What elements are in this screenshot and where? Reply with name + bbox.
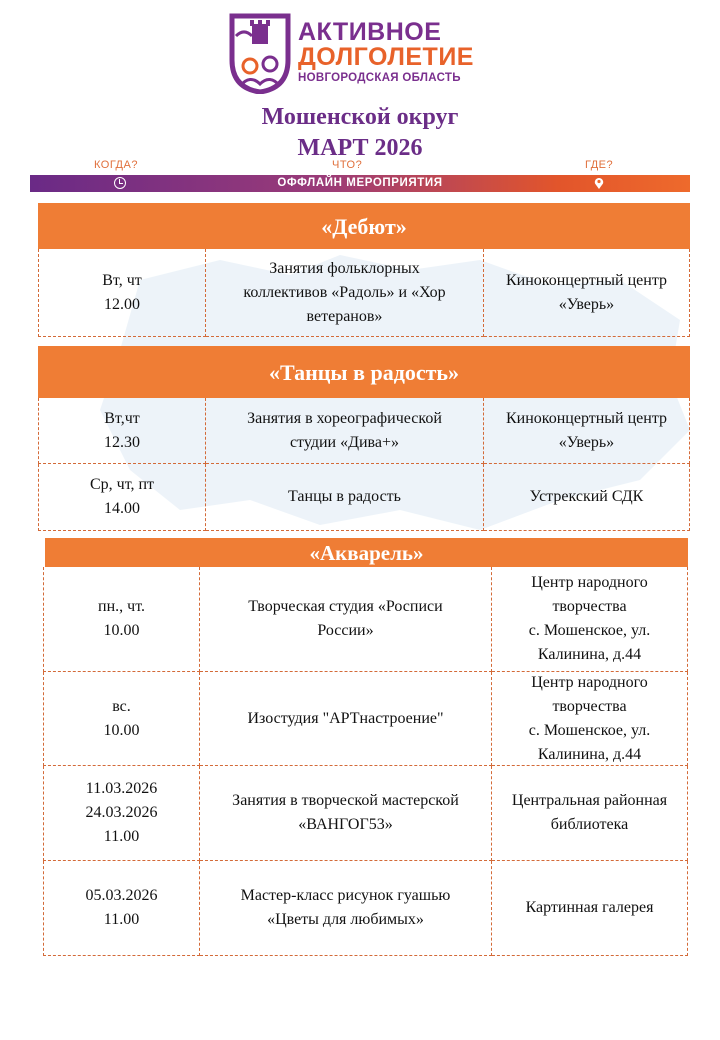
when-cell: Вт, чт 12.00 bbox=[38, 249, 206, 337]
table-row bbox=[43, 672, 688, 766]
what-cell: Занятия фольклорных коллективов «Радоль» и «Хор ветеранов» bbox=[206, 249, 484, 337]
section-header-watercolor: «Акварель» bbox=[45, 538, 688, 567]
when-cell: 11.03.2026 24.03.2026 11.00 bbox=[43, 766, 200, 861]
what-label: ЧТО? bbox=[332, 159, 363, 171]
page-subtitle: МАРТ 2026 bbox=[297, 135, 423, 161]
table-row bbox=[43, 861, 688, 956]
when-cell: пн., чт. 10.00 bbox=[43, 567, 200, 672]
when-label: КОГДА? bbox=[94, 159, 138, 171]
column-questions bbox=[30, 159, 690, 173]
table-row bbox=[38, 249, 690, 337]
where-cell: Центральная районная библиотека bbox=[492, 766, 688, 861]
where-cell: Киноконцертный центр «Уверь» bbox=[484, 398, 690, 464]
when-cell: Вт,чт 12.30 bbox=[38, 398, 206, 464]
logo-line-2: ДОЛГОЛЕТИЕ bbox=[298, 43, 474, 71]
logo-line-1: АКТИВНОЕ bbox=[298, 18, 442, 46]
table-row bbox=[38, 398, 690, 464]
section-header-dances: «Танцы в радость» bbox=[38, 346, 690, 398]
what-cell: Творческая студия «Росписи России» bbox=[200, 567, 492, 672]
where-cell: Устрекский СДК bbox=[484, 464, 690, 531]
offline-events-band bbox=[30, 175, 690, 192]
when-cell: Ср, чт, пт 14.00 bbox=[38, 464, 206, 531]
location-pin-icon bbox=[593, 177, 605, 190]
what-cell: Занятия в творческой мастерской «ВАНГОГ53» bbox=[200, 766, 492, 861]
page-title: Мошенской округ bbox=[261, 104, 459, 130]
where-cell: Картинная галерея bbox=[492, 861, 688, 956]
logo bbox=[228, 10, 508, 96]
table-row bbox=[38, 464, 690, 531]
logo-line-3: НОВГОРОДСКАЯ ОБЛАСТЬ bbox=[298, 72, 461, 84]
when-cell: 05.03.2026 11.00 bbox=[43, 861, 200, 956]
logo-emblem-icon bbox=[228, 10, 292, 94]
table-row bbox=[43, 567, 688, 672]
what-cell: Мастер-класс рисунок гуашью «Цветы для любимых» bbox=[200, 861, 492, 956]
when-cell: вс. 10.00 bbox=[43, 672, 200, 766]
what-cell: Изостудия "АРТнастроение" bbox=[200, 672, 492, 766]
section-header-debut: «Дебют» bbox=[38, 203, 690, 249]
where-label: ГДЕ? bbox=[585, 159, 614, 171]
what-cell: Занятия в хореографической студии «Дива+» bbox=[206, 398, 484, 464]
where-cell: Центр народного творчества с. Мошенское, ул. Калинина, д.44 bbox=[492, 672, 688, 766]
what-cell: Танцы в радость bbox=[206, 464, 484, 531]
band-label: ОФФЛАЙН МЕРОПРИЯТИЯ bbox=[277, 177, 443, 189]
where-cell: Киноконцертный центр «Уверь» bbox=[484, 249, 690, 337]
table-row bbox=[43, 766, 688, 861]
where-cell: Центр народного творчества с. Мошенское, ул. Калинина, д.44 bbox=[492, 567, 688, 672]
